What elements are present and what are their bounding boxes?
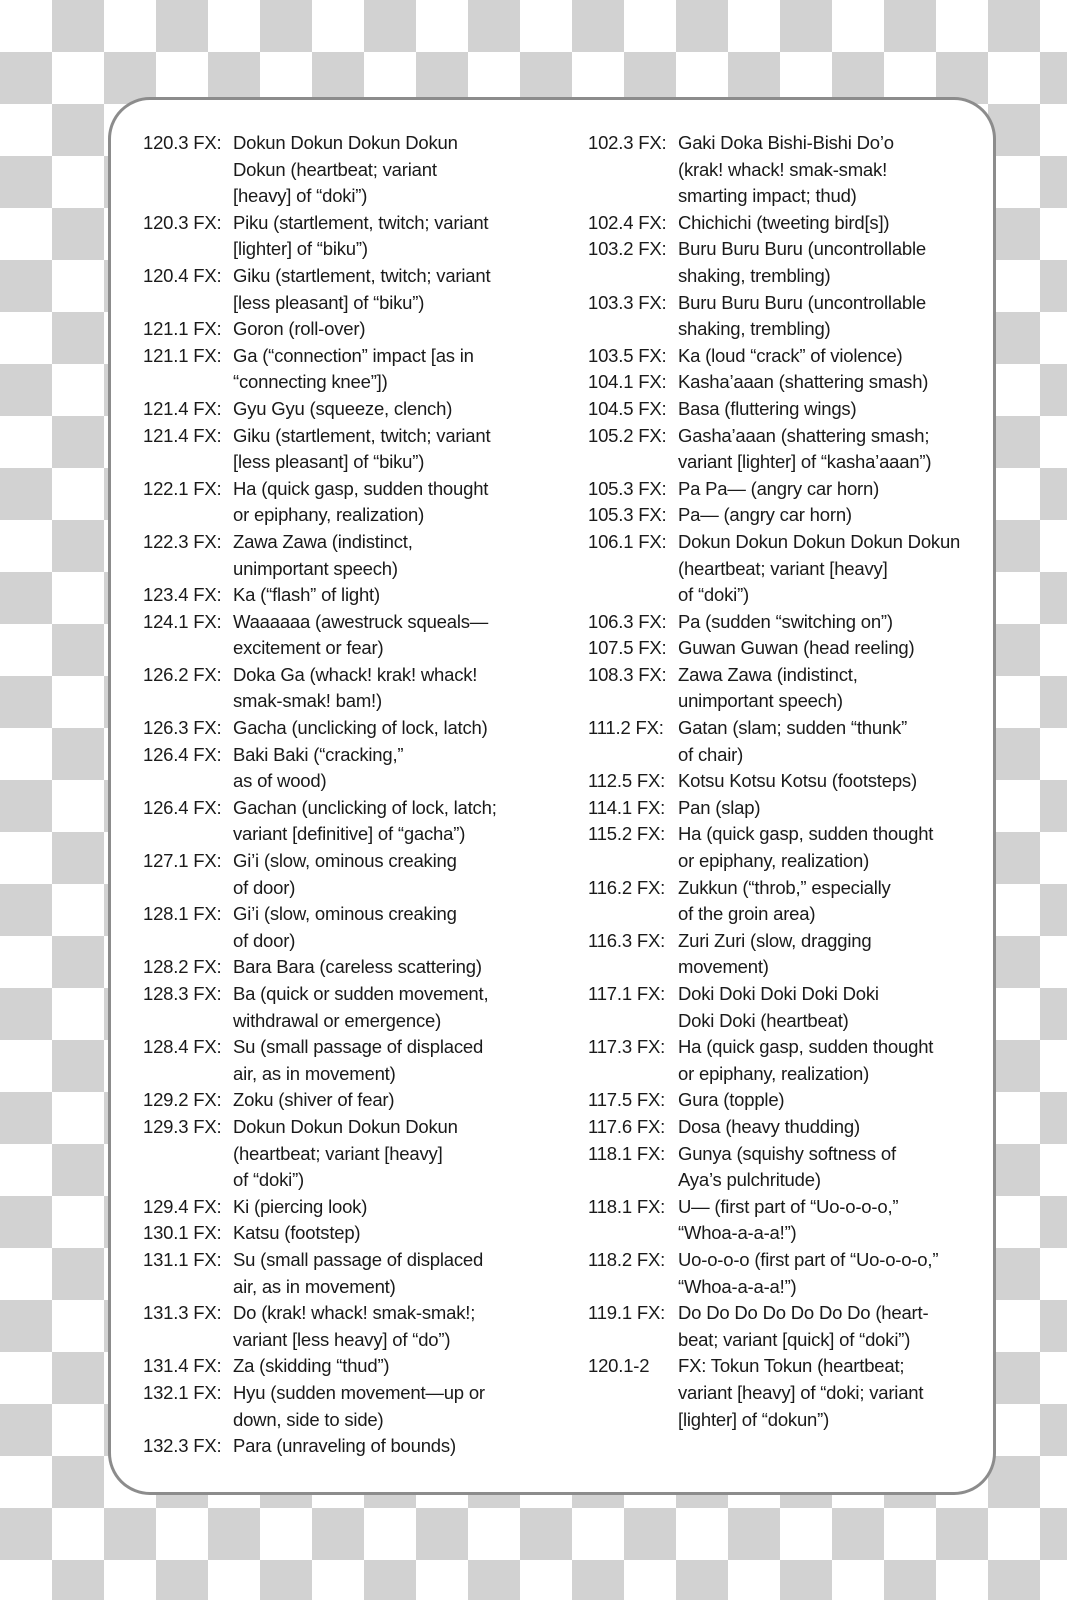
entry-reference: 121.4 FX: xyxy=(143,397,222,419)
entry-reference: 129.2 FX: xyxy=(143,1089,222,1111)
entry-description: Gacha (unclicking of lock, latch) xyxy=(233,717,488,739)
entry-description: Kasha’aaan (shattering smash) xyxy=(678,371,929,393)
glossary-entry xyxy=(588,476,980,503)
glossary-entry xyxy=(143,1300,523,1353)
entry-description: Zukkun (“throb,” especially of the groin area) xyxy=(678,876,891,925)
entry-description: Giku (startlement, twitch; variant [less pleasant] of “biku”) xyxy=(233,424,491,473)
entry-description: Ka (loud “crack” of violence) xyxy=(678,344,903,366)
entry-reference: 128.2 FX: xyxy=(143,956,222,978)
entry-description: Ba (quick or sudden movement, withdrawal or emergence) xyxy=(233,983,489,1031)
glossary-entry xyxy=(143,901,523,954)
glossary-entry xyxy=(143,662,523,715)
entry-description: Gura (topple) xyxy=(678,1089,785,1111)
entry-description: Gunya (squishy softness of Aya’s pulchritude) xyxy=(678,1142,896,1191)
entry-reference: 103.5 FX: xyxy=(588,344,667,366)
entry-reference: 121.4 FX: xyxy=(143,424,222,446)
entry-reference: 116.3 FX: xyxy=(588,929,666,951)
glossary-entry xyxy=(143,316,523,343)
entry-description: Ga (“connection” impact [as in “connecting knee”]) xyxy=(233,344,474,393)
entry-reference: 114.1 FX: xyxy=(588,796,666,818)
entry-reference: 122.1 FX: xyxy=(143,477,222,499)
entry-reference: 103.3 FX: xyxy=(588,291,667,313)
glossary-entry xyxy=(143,1087,523,1114)
glossary-entry xyxy=(588,1353,980,1433)
entry-reference: 120.4 FX: xyxy=(143,264,222,286)
glossary-entry xyxy=(143,1114,523,1194)
entry-reference: 128.4 FX: xyxy=(143,1036,222,1058)
entry-reference: 126.4 FX: xyxy=(143,796,222,818)
entry-reference: 132.1 FX: xyxy=(143,1381,222,1403)
entry-description: Guwan Guwan (head reeling) xyxy=(678,637,915,659)
glossary-entry xyxy=(588,768,980,795)
glossary-entry xyxy=(143,476,523,529)
entry-description: Dokun Dokun Dokun Dokun (heartbeat; variant [heavy] of “doki”) xyxy=(233,1115,458,1191)
entry-reference: 128.1 FX: xyxy=(143,903,222,925)
entry-description: Baki Baki (“cracking,” as of wood) xyxy=(233,743,404,792)
glossary-entry xyxy=(143,1247,523,1300)
entry-description: Do (krak! whack! smak-smak!; variant [less heavy] of “do”) xyxy=(233,1302,476,1350)
glossary-entry xyxy=(588,981,980,1034)
entry-description: Gatan (slam; sudden “thunk” of chair) xyxy=(678,717,908,765)
glossary-entry xyxy=(588,1247,980,1300)
entry-description: FX: Tokun Tokun (heartbeat; variant [heavy] of “doki; variant [lighter] of “dokun”) xyxy=(678,1355,924,1430)
entry-reference: 106.1 FX: xyxy=(588,530,667,552)
entry-reference: 115.2 FX: xyxy=(588,823,666,845)
entry-reference: 104.5 FX: xyxy=(588,397,667,419)
entry-description: Zoku (shiver of fear) xyxy=(233,1089,395,1111)
entry-reference: 112.5 FX: xyxy=(588,770,666,792)
entry-description: Gi’i (slow, ominous creaking of door) xyxy=(233,903,457,951)
glossary-entry xyxy=(143,423,523,476)
entry-reference: 118.1 FX: xyxy=(588,1142,666,1164)
glossary-entry xyxy=(143,210,523,263)
entry-description: Za (skidding “thud”) xyxy=(233,1355,390,1377)
glossary-entry xyxy=(588,343,980,370)
glossary-entry xyxy=(143,529,523,582)
entry-reference: 132.3 FX: xyxy=(143,1435,222,1457)
entry-description: Para (unraveling of bounds) xyxy=(233,1435,456,1457)
glossary-entry xyxy=(588,821,980,874)
entry-description: Doki Doki Doki Doki Doki Doki Doki (heartbeat) xyxy=(678,983,879,1031)
entry-description: Kotsu Kotsu Kotsu (footsteps) xyxy=(678,770,917,792)
entry-description: Hyu (sudden movement—up or down, side to side) xyxy=(233,1381,485,1430)
entry-reference: 117.1 FX: xyxy=(588,983,666,1004)
entry-reference: 126.3 FX: xyxy=(143,717,222,739)
glossary-entry xyxy=(143,795,523,848)
entry-reference: 126.4 FX: xyxy=(143,743,222,765)
entry-description: Gasha’aaan (shattering smash; variant [lighter] of “kasha’aaan”) xyxy=(678,424,932,473)
glossary-entry xyxy=(588,1300,980,1353)
glossary-entry xyxy=(588,210,980,237)
entry-reference: 116.2 FX: xyxy=(588,876,666,898)
entry-reference: 121.1 FX: xyxy=(143,318,222,340)
entry-description: Gachan (unclicking of lock, latch; variant [definitive] of “gacha”) xyxy=(233,796,497,845)
entry-description: Ha (quick gasp, sudden thought or epiphany, realization) xyxy=(678,1036,934,1084)
entry-description: Ka (“flash” of light) xyxy=(233,584,380,606)
glossary-entry xyxy=(143,263,523,316)
entry-reference: 130.1 FX: xyxy=(143,1222,222,1244)
glossary-entry xyxy=(143,343,523,396)
entry-reference: 127.1 FX: xyxy=(143,850,222,872)
entry-description: Basa (fluttering wings) xyxy=(678,397,857,419)
entry-reference: 117.5 FX: xyxy=(588,1089,666,1111)
entry-description: Dosa (heavy thudding) xyxy=(678,1115,860,1137)
entry-reference: 126.2 FX: xyxy=(143,663,222,685)
entry-reference: 103.2 FX: xyxy=(588,238,667,260)
entry-description: Pa Pa— (angry car horn) xyxy=(678,477,880,499)
entry-reference: 124.1 FX: xyxy=(143,610,222,632)
glossary-entry xyxy=(143,1433,523,1460)
entry-reference: 131.1 FX: xyxy=(143,1248,222,1270)
entry-description: Bara Bara (careless scattering) xyxy=(233,956,482,978)
entry-description: Ki (piercing look) xyxy=(233,1195,368,1217)
glossary-panel xyxy=(108,97,996,1495)
entry-description: Gi’i (slow, ominous creaking of door) xyxy=(233,850,457,898)
entry-reference: 102.3 FX: xyxy=(588,132,667,153)
entry-reference: 105.3 FX: xyxy=(588,504,667,526)
glossary-entry xyxy=(143,1380,523,1433)
glossary-entry xyxy=(588,635,980,662)
entry-reference: 105.2 FX: xyxy=(588,424,667,446)
entry-description: Waaaaaa (awestruck squeals— excitement or fear) xyxy=(233,610,489,659)
entry-reference: 123.4 FX: xyxy=(143,584,222,606)
glossary-entry xyxy=(588,875,980,928)
entry-description: Buru Buru Buru (uncontrollable shaking, trembling) xyxy=(678,291,927,340)
entry-reference: 105.3 FX: xyxy=(588,477,667,499)
entry-description: Pa— (angry car horn) xyxy=(678,504,852,526)
glossary-entry xyxy=(588,236,980,289)
entry-reference: 120.3 FX: xyxy=(143,132,222,153)
entry-description: Do Do Do Do Do Do Do (heart- beat; variant [quick] of “doki”) xyxy=(678,1302,929,1350)
glossary-entry xyxy=(588,529,980,609)
entry-description: Dokun Dokun Dokun Dokun Dokun (heartbeat; variant [heavy] of “doki”) xyxy=(678,530,961,606)
left-column xyxy=(143,130,523,1460)
glossary-entry xyxy=(143,1220,523,1247)
entry-description: Katsu (footstep) xyxy=(233,1222,361,1244)
entry-reference: 129.3 FX: xyxy=(143,1115,222,1137)
glossary-entry xyxy=(143,396,523,423)
entry-description: Ha (quick gasp, sudden thought or epiphany, realization) xyxy=(233,477,489,526)
right-column xyxy=(588,130,980,1433)
entry-reference: 106.3 FX: xyxy=(588,610,667,632)
entry-reference: 108.3 FX: xyxy=(588,663,667,685)
entry-reference: 131.4 FX: xyxy=(143,1355,222,1377)
glossary-entry xyxy=(588,662,980,715)
entry-reference: 118.2 FX: xyxy=(588,1248,666,1270)
entry-reference: 117.6 FX: xyxy=(588,1115,666,1137)
entry-description: Gyu Gyu (squeeze, clench) xyxy=(233,397,453,419)
glossary-entry xyxy=(143,981,523,1034)
entry-description: Giku (startlement, twitch; variant [less pleasant] of “biku”) xyxy=(233,264,491,313)
glossary-entry xyxy=(143,1034,523,1087)
entry-description: Uo-o-o-o (first part of “Uo-o-o-o,” “Whoa-a-a-a!”) xyxy=(678,1248,939,1297)
entry-description: Goron (roll-over) xyxy=(233,318,366,340)
glossary-entry xyxy=(143,715,523,742)
glossary-entry xyxy=(143,848,523,901)
glossary-entry xyxy=(588,1087,980,1114)
entry-reference: 111.2 FX: xyxy=(588,717,664,739)
glossary-entry xyxy=(588,369,980,396)
entry-reference: 104.1 FX: xyxy=(588,371,667,393)
entry-reference: 102.4 FX: xyxy=(588,211,667,233)
glossary-entry xyxy=(588,1141,980,1194)
glossary-entry xyxy=(143,609,523,662)
entry-reference: 128.3 FX: xyxy=(143,983,222,1004)
glossary-entry xyxy=(588,396,980,423)
glossary-entry xyxy=(588,290,980,343)
entry-reference: 118.1 FX: xyxy=(588,1195,666,1217)
glossary-entry xyxy=(588,609,980,636)
entry-reference: 120.1-2 xyxy=(588,1355,650,1377)
entry-description: Gaki Doka Bishi-Bishi Do’o (krak! whack! smak-smak! smarting impact; thud) xyxy=(678,132,894,207)
entry-description: Zawa Zawa (indistinct, unimportant speech) xyxy=(678,663,858,712)
glossary-entry xyxy=(588,715,980,768)
glossary-entry xyxy=(588,502,980,529)
glossary-entry xyxy=(588,130,980,210)
entry-description: Ha (quick gasp, sudden thought or epiphany, realization) xyxy=(678,823,934,872)
glossary-entry xyxy=(143,1353,523,1380)
entry-reference: 131.3 FX: xyxy=(143,1302,222,1324)
entry-description: U— (first part of “Uo-o-o-o,” “Whoa-a-a-a!”) xyxy=(678,1195,899,1244)
entry-description: Su (small passage of displaced air, as in movement) xyxy=(233,1248,484,1297)
entry-reference: 117.3 FX: xyxy=(588,1036,666,1058)
entry-description: Buru Buru Buru (uncontrollable shaking, trembling) xyxy=(678,238,927,286)
glossary-entry xyxy=(588,1114,980,1141)
entry-reference: 129.4 FX: xyxy=(143,1195,222,1217)
entry-description: Pa (sudden “switching on”) xyxy=(678,610,893,632)
glossary-entry xyxy=(588,423,980,476)
glossary-entry xyxy=(143,954,523,981)
entry-description: Pan (slap) xyxy=(678,796,761,818)
entry-reference: 121.1 FX: xyxy=(143,344,222,366)
glossary-entry xyxy=(588,1194,980,1247)
glossary-entry xyxy=(143,742,523,795)
glossary-entry xyxy=(143,582,523,609)
entry-reference: 120.3 FX: xyxy=(143,211,222,233)
glossary-entry xyxy=(588,1034,980,1087)
entry-description: Zawa Zawa (indistinct, unimportant speech) xyxy=(233,530,413,579)
entry-description: Zuri Zuri (slow, dragging movement) xyxy=(678,929,872,978)
entry-description: Su (small passage of displaced air, as in movement) xyxy=(233,1036,484,1084)
entry-description: Piku (startlement, twitch; variant [lighter] of “biku”) xyxy=(233,211,489,260)
glossary-entry xyxy=(143,130,523,210)
entry-description: Doka Ga (whack! krak! whack! smak-smak! bam!) xyxy=(233,663,478,712)
glossary-entry xyxy=(588,795,980,822)
entry-description: Chichichi (tweeting bird[s]) xyxy=(678,211,890,233)
glossary-entry xyxy=(143,1194,523,1221)
entry-reference: 119.1 FX: xyxy=(588,1302,666,1324)
glossary-entry xyxy=(588,928,980,981)
entry-reference: 122.3 FX: xyxy=(143,530,222,552)
entry-description: Dokun Dokun Dokun Dokun Dokun (heartbeat; variant [heavy] of “doki”) xyxy=(233,132,458,207)
entry-reference: 107.5 FX: xyxy=(588,637,667,659)
